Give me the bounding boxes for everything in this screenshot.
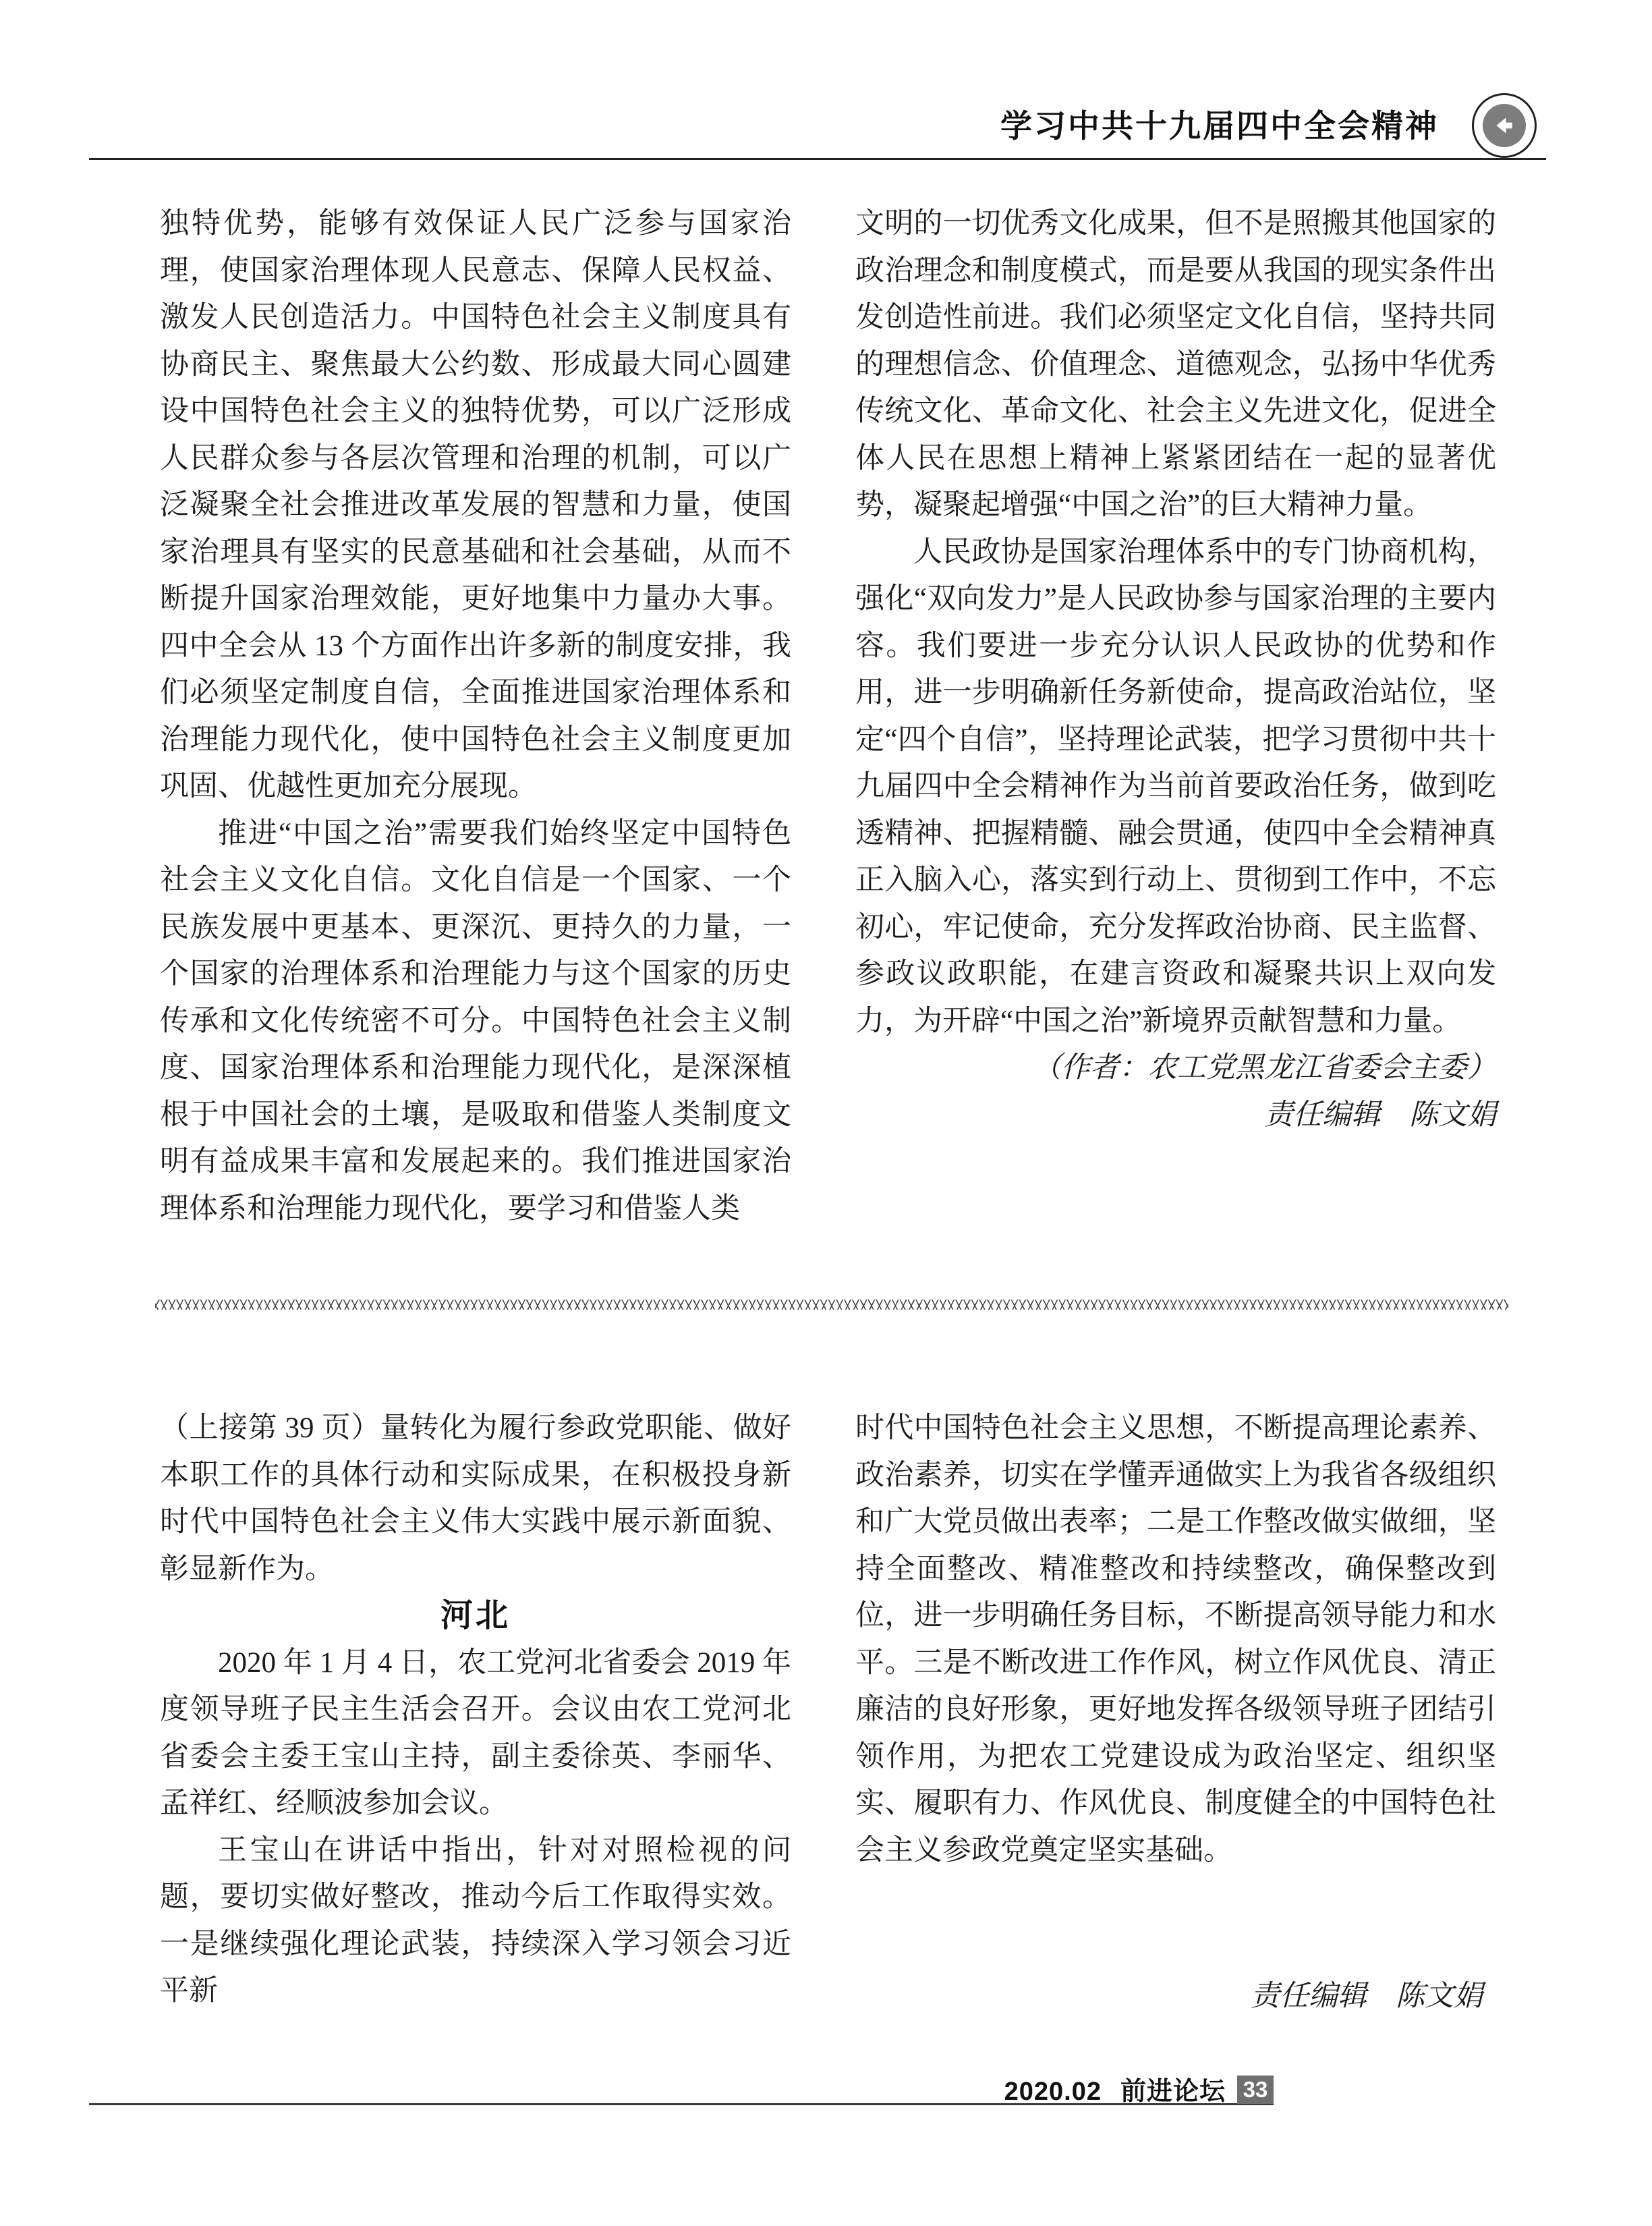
paragraph: 文明的一切优秀文化成果，但不是照搬其他国家的政治理念和制度模式，而是要从我国的现实条件出发创造性前进。我们必须坚定文化自信，坚持共同的理想信念、价值理念、道德观念，弘扬中华优秀传统文化、革命文化、社会主义先进文化，促进全体人民在思想上精神上紧紧团结在一起的显著优势，凝聚起增强“中国之治”的巨大精神力量。 (855, 208, 1496, 521)
arrow-left-glyph (1483, 104, 1526, 147)
paragraph: 王宝山在讲话中指出，针对对照检视的问题，要切实做好整改，推动今后工作取得实效。一是继续强化理论武装，持续深入学习领会习近平新 (160, 1834, 791, 2007)
article-top-left-column (160, 200, 791, 1232)
article-bottom-right-column (855, 1405, 1496, 1874)
arrow-left-circle-icon[interactable] (1472, 93, 1537, 158)
paragraph: 独特优势，能够有效保证人民广泛参与国家治理，使国家治理体现人民意志、保障人民权益、激发人民创造活力。中国特色社会主义制度具有协商民主、聚焦最大公约数、形成最大同心圆建设中国特色社会主义的独特优势，可以广泛形成人民群众参与各层次管理和治理的机制，可以广泛凝聚全社会推进改革发展的智慧和力量，使国家治理具有坚实的民意基础和社会基础，从而不断提升国家治理效能，更好地集中力量办大事。四中全会从 13 个方面作出许多新的制度安排，我们必须坚定制度自信，全面推进国家治理体系和治理能力现代化，使中国特色社会主义制度更加巩固、优越性更加充分展现。 (160, 208, 791, 802)
continued-from-note-paragraph: （上接第 39 页）量转化为履行参政党职能、做好本职工作的具体行动和实际成果，在积极投身新时代中国特色社会主义伟大实践中展示新面貌、彰显新作为。 (160, 1412, 791, 1585)
footer-issue-title (1004, 2070, 1226, 2107)
editor-credit: 责任编辑 陈文娟 (1264, 1098, 1496, 1131)
decorative-section-divider (155, 1300, 1508, 1310)
paragraph: 2020 年 1 月 4 日，农工党河北省委会 2019 年度领导班子民主生活会召开。会议由农工党河北省委会主委王宝山主持，副主委徐英、李丽华、孟祥红、经顺波参加会议。 (160, 1646, 791, 1819)
footer-magazine-name: 前进论坛 (1120, 2078, 1226, 2106)
editor-credit: 责任编辑 陈文娟 (1251, 1980, 1483, 2012)
paragraph: 时代中国特色社会主义思想，不断提高理论素养、政治素养，切实在学懂弄通做实上为我省各级组织和广大党员做出表率；二是工作整改做实做细，坚持全面整改、精准整改和持续整改，确保整改到位，进一步明确任务目标，不断提高领导能力和水平。三是不断改进工作作风，树立作风优良、清正廉洁的良好形象，更好地发挥各级领导班子团结引领作用，为把农工党建设成为政治坚定、组织坚实、履职有力、作风优良、制度健全的中国特色社会主义参政党奠定坚实基础。 (855, 1412, 1496, 1866)
article-top-right-column (855, 200, 1496, 1138)
page-number-badge: 33 (1237, 2076, 1274, 2104)
paragraph: 人民政协是国家治理体系中的专门协商机构，强化“双向发力”是人民政协参与国家治理的主要内容。我们要进一步充分认识人民政协的优势和作用，进一步明确新任务新使命，提高政治站位，坚定“四个自信”，坚持理论武装，把学习贯彻中共十九届四中全会精神作为当前首要政治任务，做到吃透精神、把握精髓、融会贯通，使四中全会精神真正入脑入心，落实到行动上、贯彻到工作中，不忘初心，牢记使命，充分发挥政治协商、民主监督、参政议政职能，在建言资政和凝聚共识上双向发力，为开辟“中国之治”新境界贡献智慧和力量。 (855, 536, 1496, 1037)
paragraph: 推进“中国之治”需要我们始终坚定中国特色社会主义文化自信。文化自信是一个国家、一个民族发展中更基本、更深沉、更持久的力量，一个国家的治理体系和治理能力与这个国家的历史传承和文化传统密不可分。中国特色社会主义制度、国家治理体系和治理能力现代化，是深深植根于中国社会的土壤，是吸取和借鉴人类制度文明有益成果丰富和发展起来的。我们推进国家治理体系和治理能力现代化，要学习和借鉴人类 (160, 817, 791, 1225)
footer-issue: 2020.02 (1004, 2078, 1102, 2106)
article-bottom-left-column (160, 1405, 791, 2015)
section-heading-hebei: 河北 (440, 1598, 511, 1634)
header-divider (89, 158, 1546, 160)
page-title: 学习中共十九届四中全会精神 (1000, 108, 1439, 144)
author-note: （作者：农工党黑龙江省委会主委） (1032, 1052, 1496, 1084)
